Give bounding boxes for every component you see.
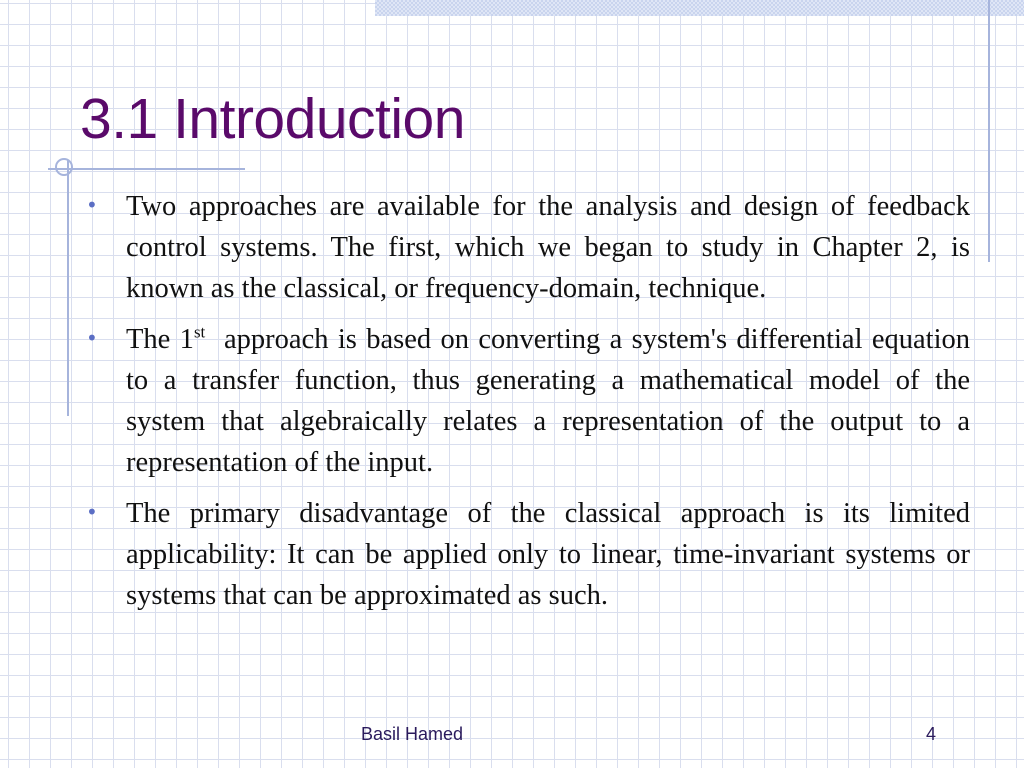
bullet-item	[86, 319, 970, 483]
bullet-text: The primary disadvantage of the classical approach is its limited applicability: It can be applied only to linear, time-invariant systems or systems that can be approximated as such.	[126, 498, 970, 611]
bullet-dot-icon: •	[86, 193, 98, 217]
decorative-top-band	[375, 0, 1024, 16]
bullet-dot-icon: •	[86, 500, 98, 524]
decorative-horizontal-line	[48, 168, 245, 170]
footer-page-number: 4	[926, 724, 937, 744]
ordinal-superscript: st	[193, 322, 206, 342]
slide-title: 3.1 Introduction	[80, 87, 465, 151]
decorative-vertical-line-left	[67, 160, 69, 416]
bullet-item	[86, 493, 970, 616]
footer-author: Basil Hamed	[361, 724, 464, 744]
bullet-list	[86, 186, 970, 626]
decorative-vertical-line-right	[988, 0, 990, 262]
bullet-text-start: The 1	[126, 324, 194, 355]
bullet-text: Two approaches are available for the analysis and design of feedback control systems. The first, which we began to study in Chapter 2, is known as the classical, or frequency-domain, technique.	[126, 191, 970, 304]
decorative-ring-icon	[55, 158, 73, 176]
bullet-text-rest: approach is based on converting a system's differential equation to a transfer function, thus generating a mathematical model of the system that algebraically relates a representation of the output to a representation of the input.	[126, 324, 970, 478]
bullet-item	[86, 186, 970, 309]
bullet-dot-icon: •	[86, 326, 98, 350]
